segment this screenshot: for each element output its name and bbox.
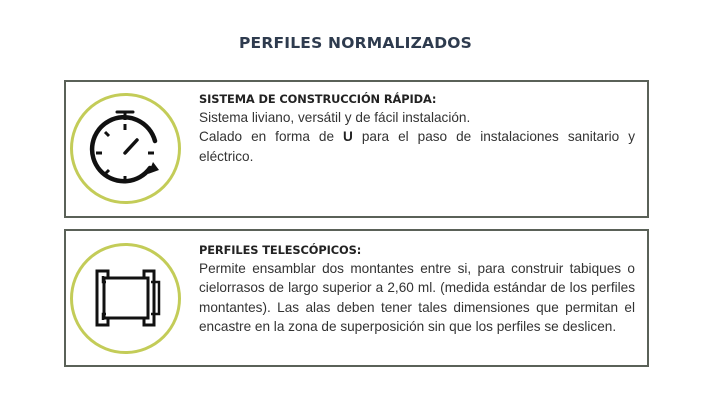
icon-circle bbox=[70, 93, 181, 204]
telescopic-profiles-card bbox=[64, 229, 649, 367]
telescopic-profile-icon bbox=[73, 246, 178, 351]
card-paragraph: Permite ensamblar dos montantes entre si, para construir tabiques o cielorrasos de largo superior a 2,60 ml. (medida estándar de los perfiles montantes). Las alas deben tener tales dimensiones que permitan el encastre en la zona de superposición sin que los perfiles se deslicen. bbox=[199, 261, 635, 335]
rapid-construction-card bbox=[64, 80, 649, 218]
card-text bbox=[199, 90, 635, 166]
card-line: Sistema liviano, versátil y de fácil instalación. bbox=[199, 110, 471, 125]
paragraph-text: para el paso de instalaciones sanitario y eléctrico. bbox=[199, 129, 635, 164]
paragraph-bold: U bbox=[343, 129, 353, 145]
card-text bbox=[199, 241, 635, 337]
stopwatch-icon bbox=[73, 96, 178, 201]
paragraph-text: Calado en forma de bbox=[199, 129, 344, 145]
card-heading: PERFILES TELESCÓPICOS: bbox=[199, 243, 362, 257]
card-paragraph bbox=[199, 127, 635, 166]
card-heading: SISTEMA DE CONSTRUCCIÓN RÁPIDA: bbox=[199, 92, 437, 106]
page-title: PERFILES NORMALIZADOS bbox=[238, 34, 473, 52]
icon-circle bbox=[70, 243, 181, 354]
